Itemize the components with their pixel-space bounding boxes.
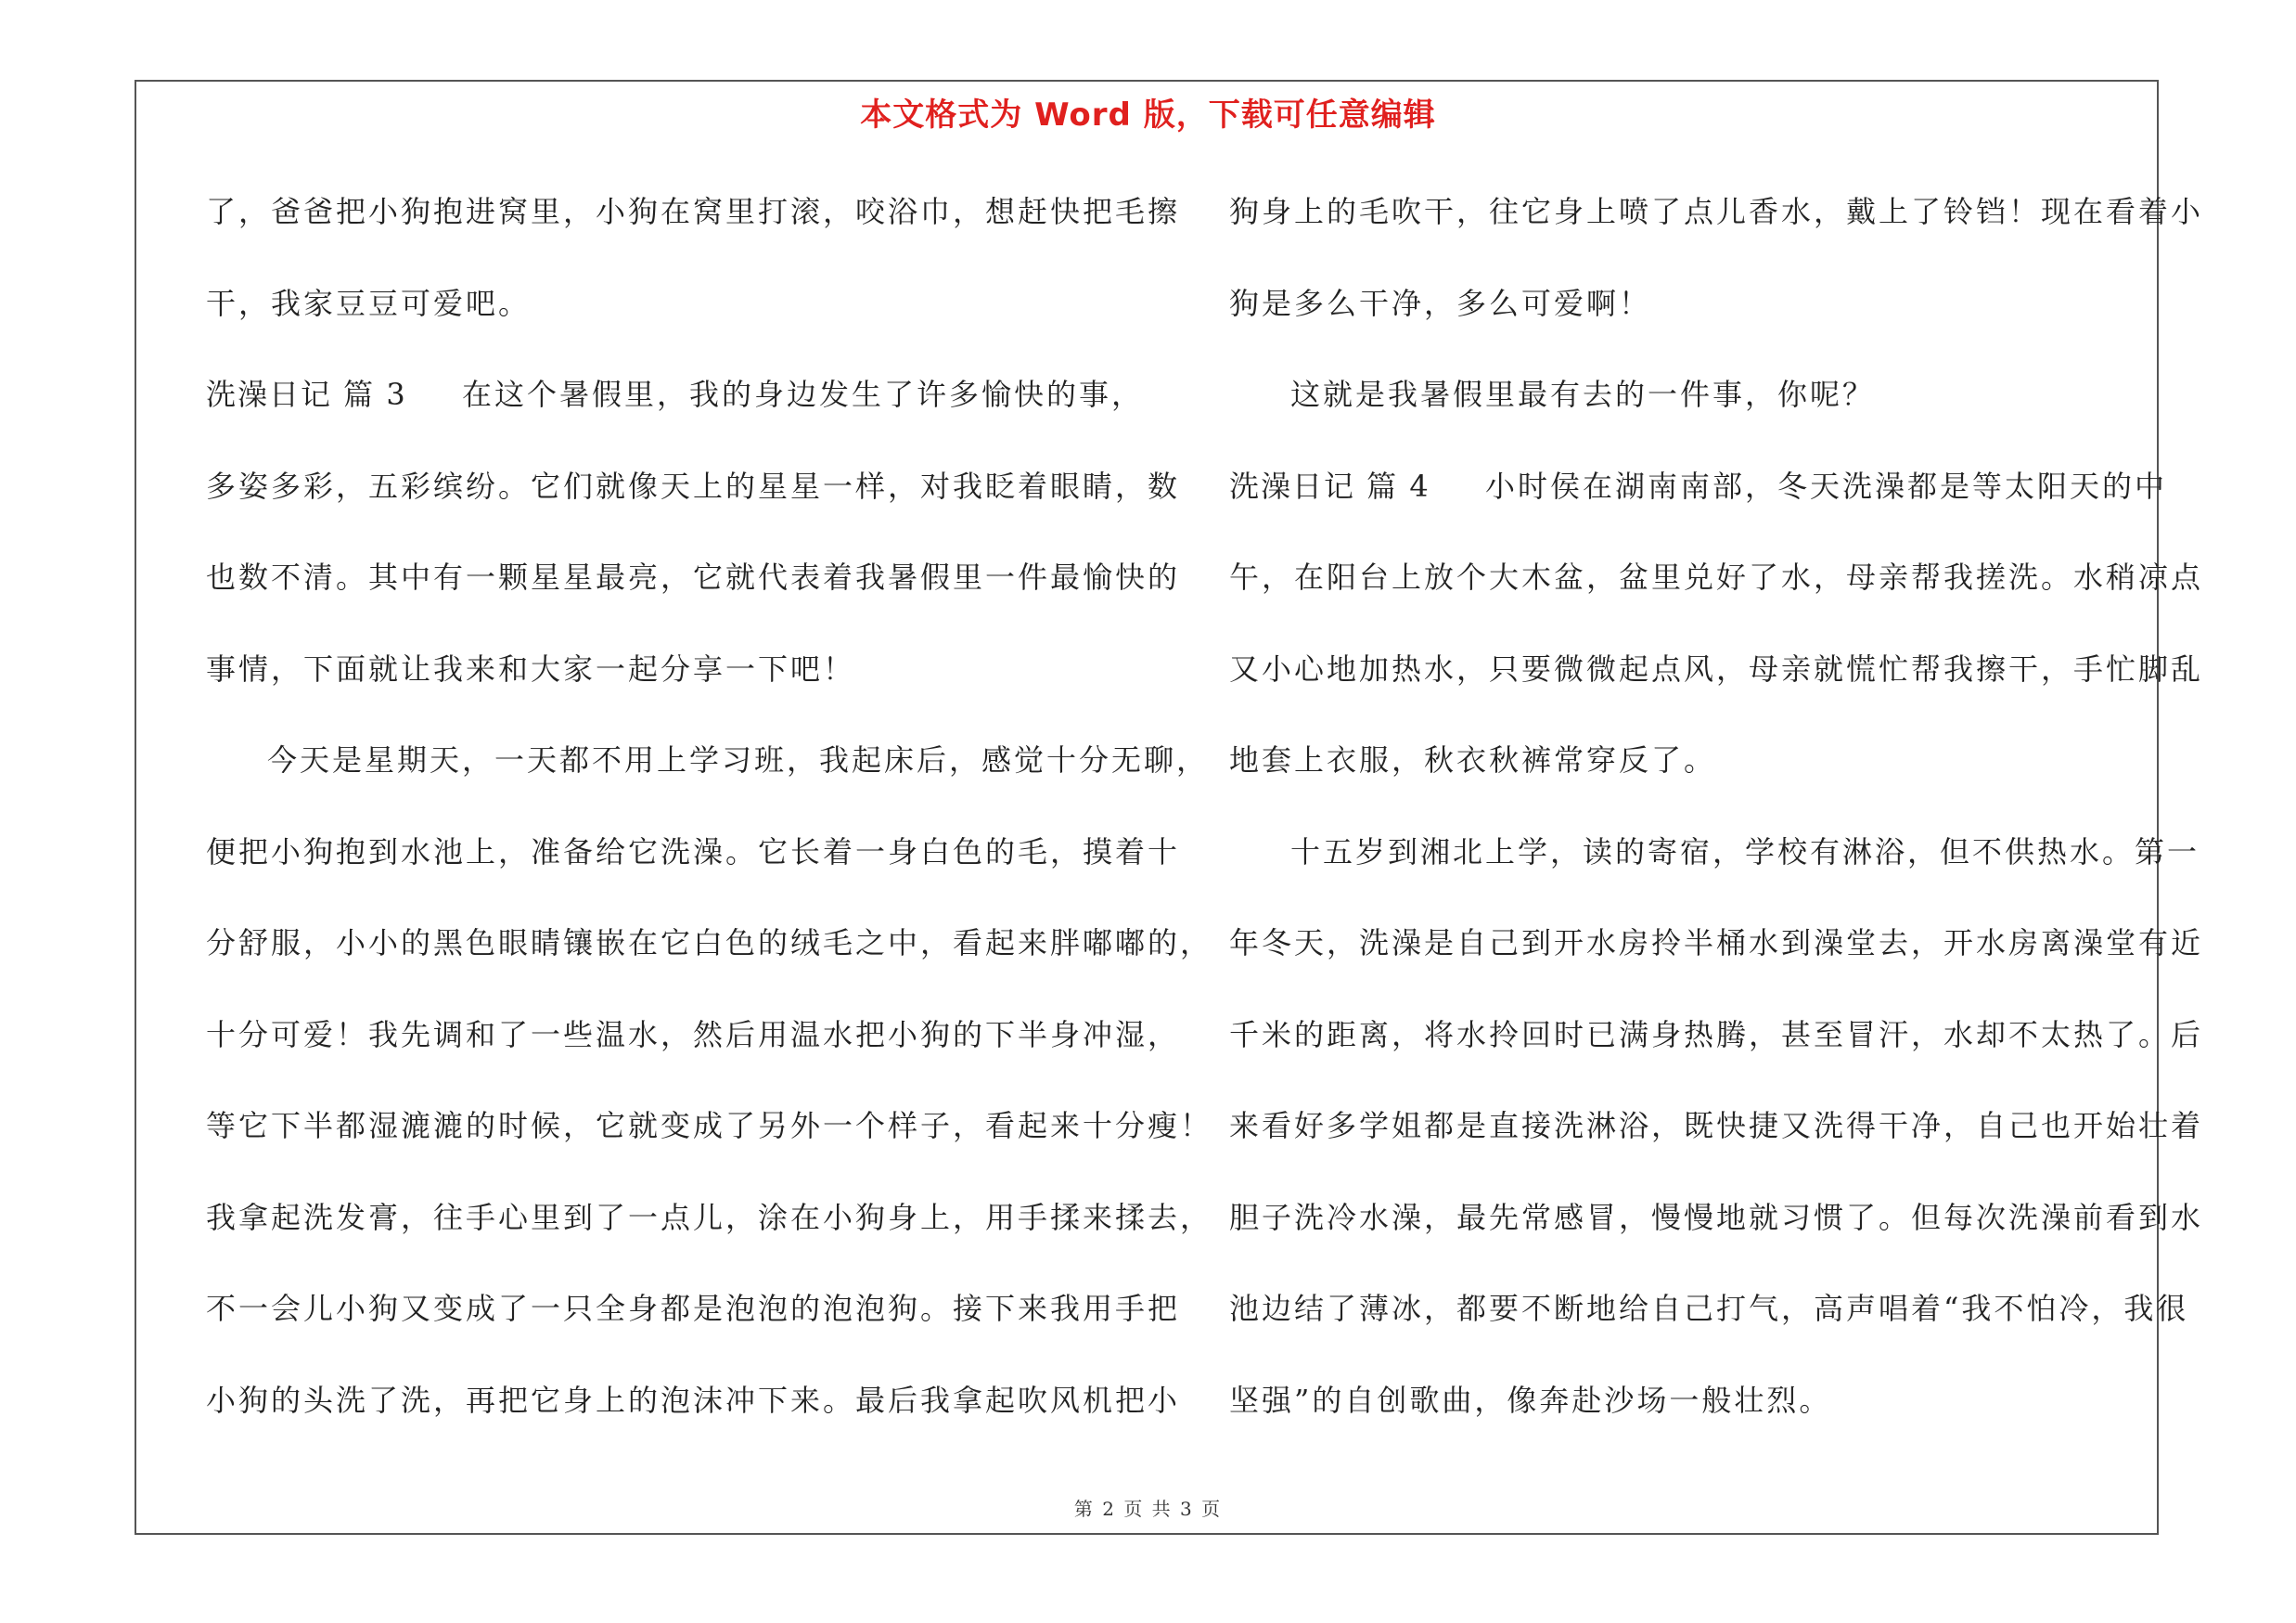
text-line: 小狗的头洗了洗，再把它身上的泡沫冲下来。最后我拿起吹风机把小 — [206, 1382, 1181, 1418]
text-line: 十分可爱！我先调和了一些温水，然后用温水把小狗的下半身冲湿， — [206, 1016, 1181, 1052]
format-banner: 本文格式为 Word 版，下载可任意编辑 — [860, 97, 1436, 134]
section-4-heading-line — [1229, 458, 2166, 550]
right-column — [1229, 184, 2204, 1463]
section-3-heading-line — [206, 367, 1143, 458]
text-line: 来看好多学姐都是直接洗淋浴，既快捷又洗得干净，自己也开始壮着 — [1229, 1108, 2204, 1143]
text-line: 在这个暑假里，我的身边发生了许多愉快的事， — [462, 377, 1145, 412]
text-line: 坚强”的自创歌曲，像奔赴沙场一般壮烈。 — [1229, 1382, 1832, 1418]
text-line: 不一会儿小狗又变成了一只全身都是泡泡的泡泡狗。接下来我用手把 — [206, 1291, 1181, 1326]
text-line: 池边结了薄冰，都要不断地给自己打气，高声唱着“我不怕冷，我很 — [1229, 1291, 2189, 1326]
text-line: 狗身上的毛吹干，往它身上喷了点儿香水，戴上了铃铛！现在看着小 — [1229, 194, 2204, 229]
page-number-footer: 第 2 页 共 3 页 — [1073, 1498, 1223, 1520]
section-3-title: 洗澡日记 篇 3 — [206, 377, 407, 412]
section-4-title: 洗澡日记 篇 4 — [1229, 468, 1430, 504]
text-line: 多姿多彩，五彩缤纷。它们就像天上的星星一样，对我眨着眼睛，数 — [206, 468, 1181, 504]
paragraph-start: 这就是我暑假里最有去的一件事，你呢？ — [1290, 377, 1876, 412]
text-line: 了，爸爸把小狗抱进窝里，小狗在窝里打滚，咬浴巾，想赶快把毛擦 — [206, 194, 1181, 229]
text-line: 午，在阳台上放个大木盆，盆里兑好了水，母亲帮我搓洗。水稍凉点 — [1229, 560, 2204, 595]
text-line: 胆子洗冷水澡，最先常感冒，慢慢地就习惯了。但每次洗澡前看到水 — [1229, 1199, 2204, 1235]
text-line: 千米的距离，将水拎回时已满身热腾，甚至冒汗，水却不太热了。后 — [1229, 1016, 2204, 1052]
text-line: 小时侯在湖南南部，冬天洗澡都是等太阳天的中 — [1485, 468, 2168, 504]
left-column — [206, 184, 1213, 1463]
text-line: 我拿起洗发膏，往手心里到了一点儿，涂在小狗身上，用手揉来揉去， — [206, 1199, 1213, 1235]
paragraph-start: 十五岁到湘北上学，读的寄宿，学校有淋浴，但不供热水。第一 — [1290, 833, 2200, 869]
text-line: 又小心地加热水，只要微微起点风，母亲就慌忙帮我擦干，手忙脚乱 — [1229, 650, 2204, 687]
text-line: 地套上衣服，秋衣秋裤常穿反了。 — [1229, 742, 1717, 778]
paragraph-start: 今天是星期天，一天都不用上学习班，我起床后，感觉十分无聊， — [267, 742, 1210, 778]
text-line: 也数不清。其中有一颗星星最亮，它就代表着我暑假里一件最愉快的 — [206, 560, 1181, 595]
text-line: 分舒服，小小的黑色眼睛镶嵌在它白色的绒毛之中，看起来胖嘟嘟的， — [206, 925, 1213, 960]
text-line: 便把小狗抱到水池上，准备给它洗澡。它长着一身白色的毛，摸着十 — [206, 833, 1181, 869]
text-line: 干，我家豆豆可爱吧。 — [206, 285, 532, 321]
text-line: 狗是多么干净，多么可爱啊！ — [1229, 285, 1652, 321]
text-line: 等它下半都湿漉漉的时候，它就变成了另外一个样子，看起来十分瘦！ — [206, 1108, 1213, 1143]
text-line: 事情，下面就让我来和大家一起分享一下吧！ — [206, 650, 856, 687]
text-line: 年冬天，洗澡是自己到开水房拎半桶水到澡堂去，开水房离澡堂有近 — [1229, 925, 2204, 960]
